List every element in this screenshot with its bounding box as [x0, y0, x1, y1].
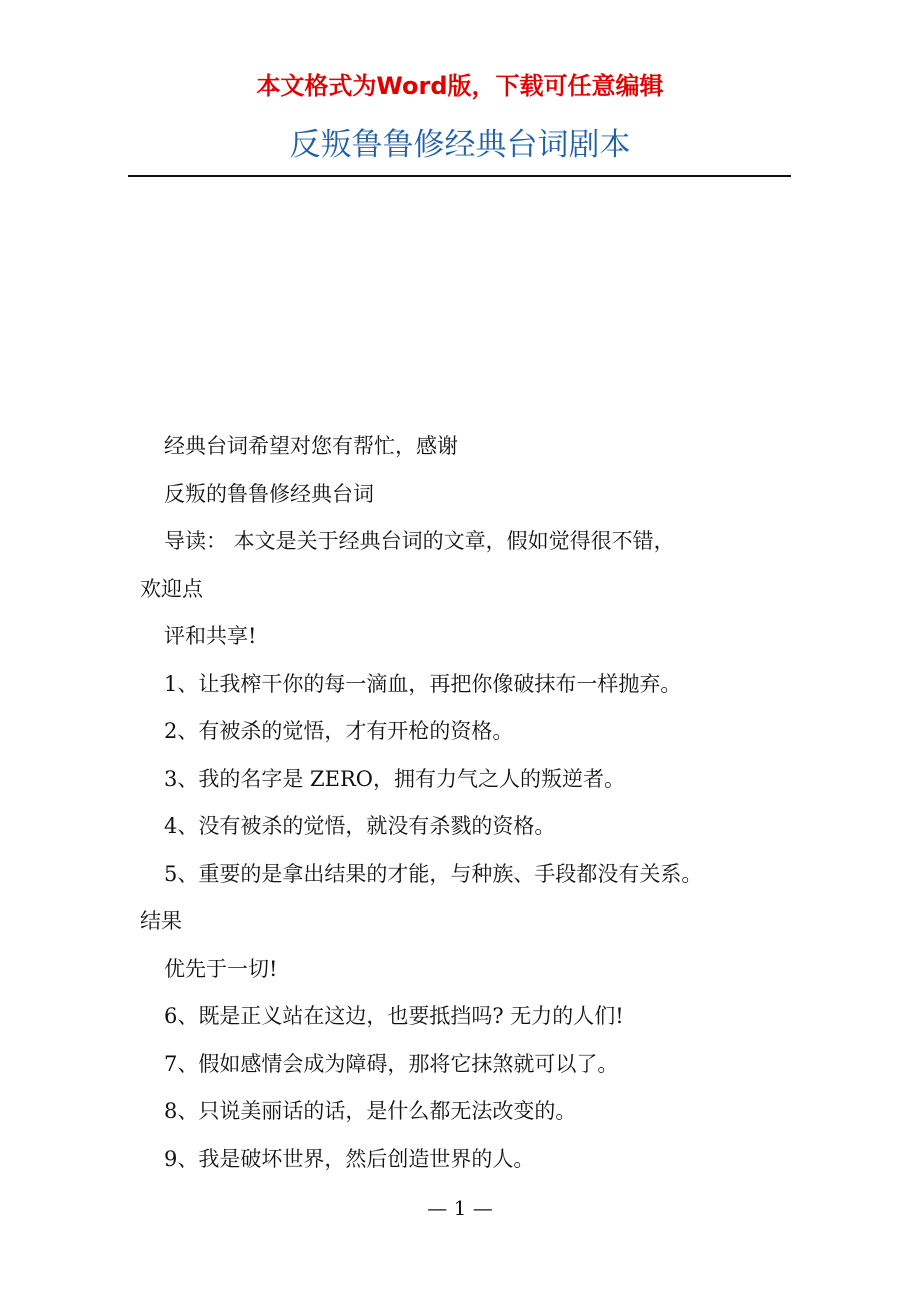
- title-divider: [128, 175, 791, 177]
- page-number: — 1 —: [427, 1196, 493, 1220]
- quote-line: 2、有被杀的觉悟，才有开枪的资格。: [164, 719, 514, 743]
- paragraph: 评和共享!: [164, 624, 257, 648]
- paragraph: 经典台词希望对您有帮忙，感谢: [164, 434, 458, 458]
- quote-line: 6、既是正义站在这边，也要抵挡吗? 无力的人们!: [164, 1004, 624, 1028]
- quote-line: 8、只说美丽话的话，是什么都无法改变的。: [164, 1099, 577, 1123]
- quote-line: 5、重要的是拿出结果的才能，与种族、手段都没有关系。: [164, 861, 703, 886]
- quote-line: 9、我是破坏世界，然后创造世界的人。: [164, 1146, 535, 1171]
- paragraph: 欢迎点: [140, 576, 203, 601]
- quote-line: 7、假如感情会成为障碍，那将它抹煞就可以了。: [164, 1051, 619, 1076]
- paragraph: 导读： 本文是关于经典台词的文章，假如觉得很不错，: [164, 529, 675, 553]
- quote-line: 3、我的名字是 ZERO，拥有力气之人的叛逆者。: [164, 766, 625, 791]
- quote-line: 4、没有被杀的觉悟，就没有杀戮的资格。: [164, 814, 556, 838]
- quote-line: 1、让我榨干你的每一滴血，再把你像破抹布一样抛弃。: [164, 671, 682, 696]
- document-body: [140, 423, 812, 1183]
- paragraph: 结果: [140, 909, 182, 933]
- download-notice: 本文格式为Word版，下载可任意编辑: [256, 72, 664, 100]
- document-title: 反叛鲁鲁修经典台词剧本: [289, 127, 631, 163]
- paragraph: 反叛的鲁鲁修经典台词: [164, 481, 374, 506]
- paragraph: 优先于一切!: [164, 956, 278, 981]
